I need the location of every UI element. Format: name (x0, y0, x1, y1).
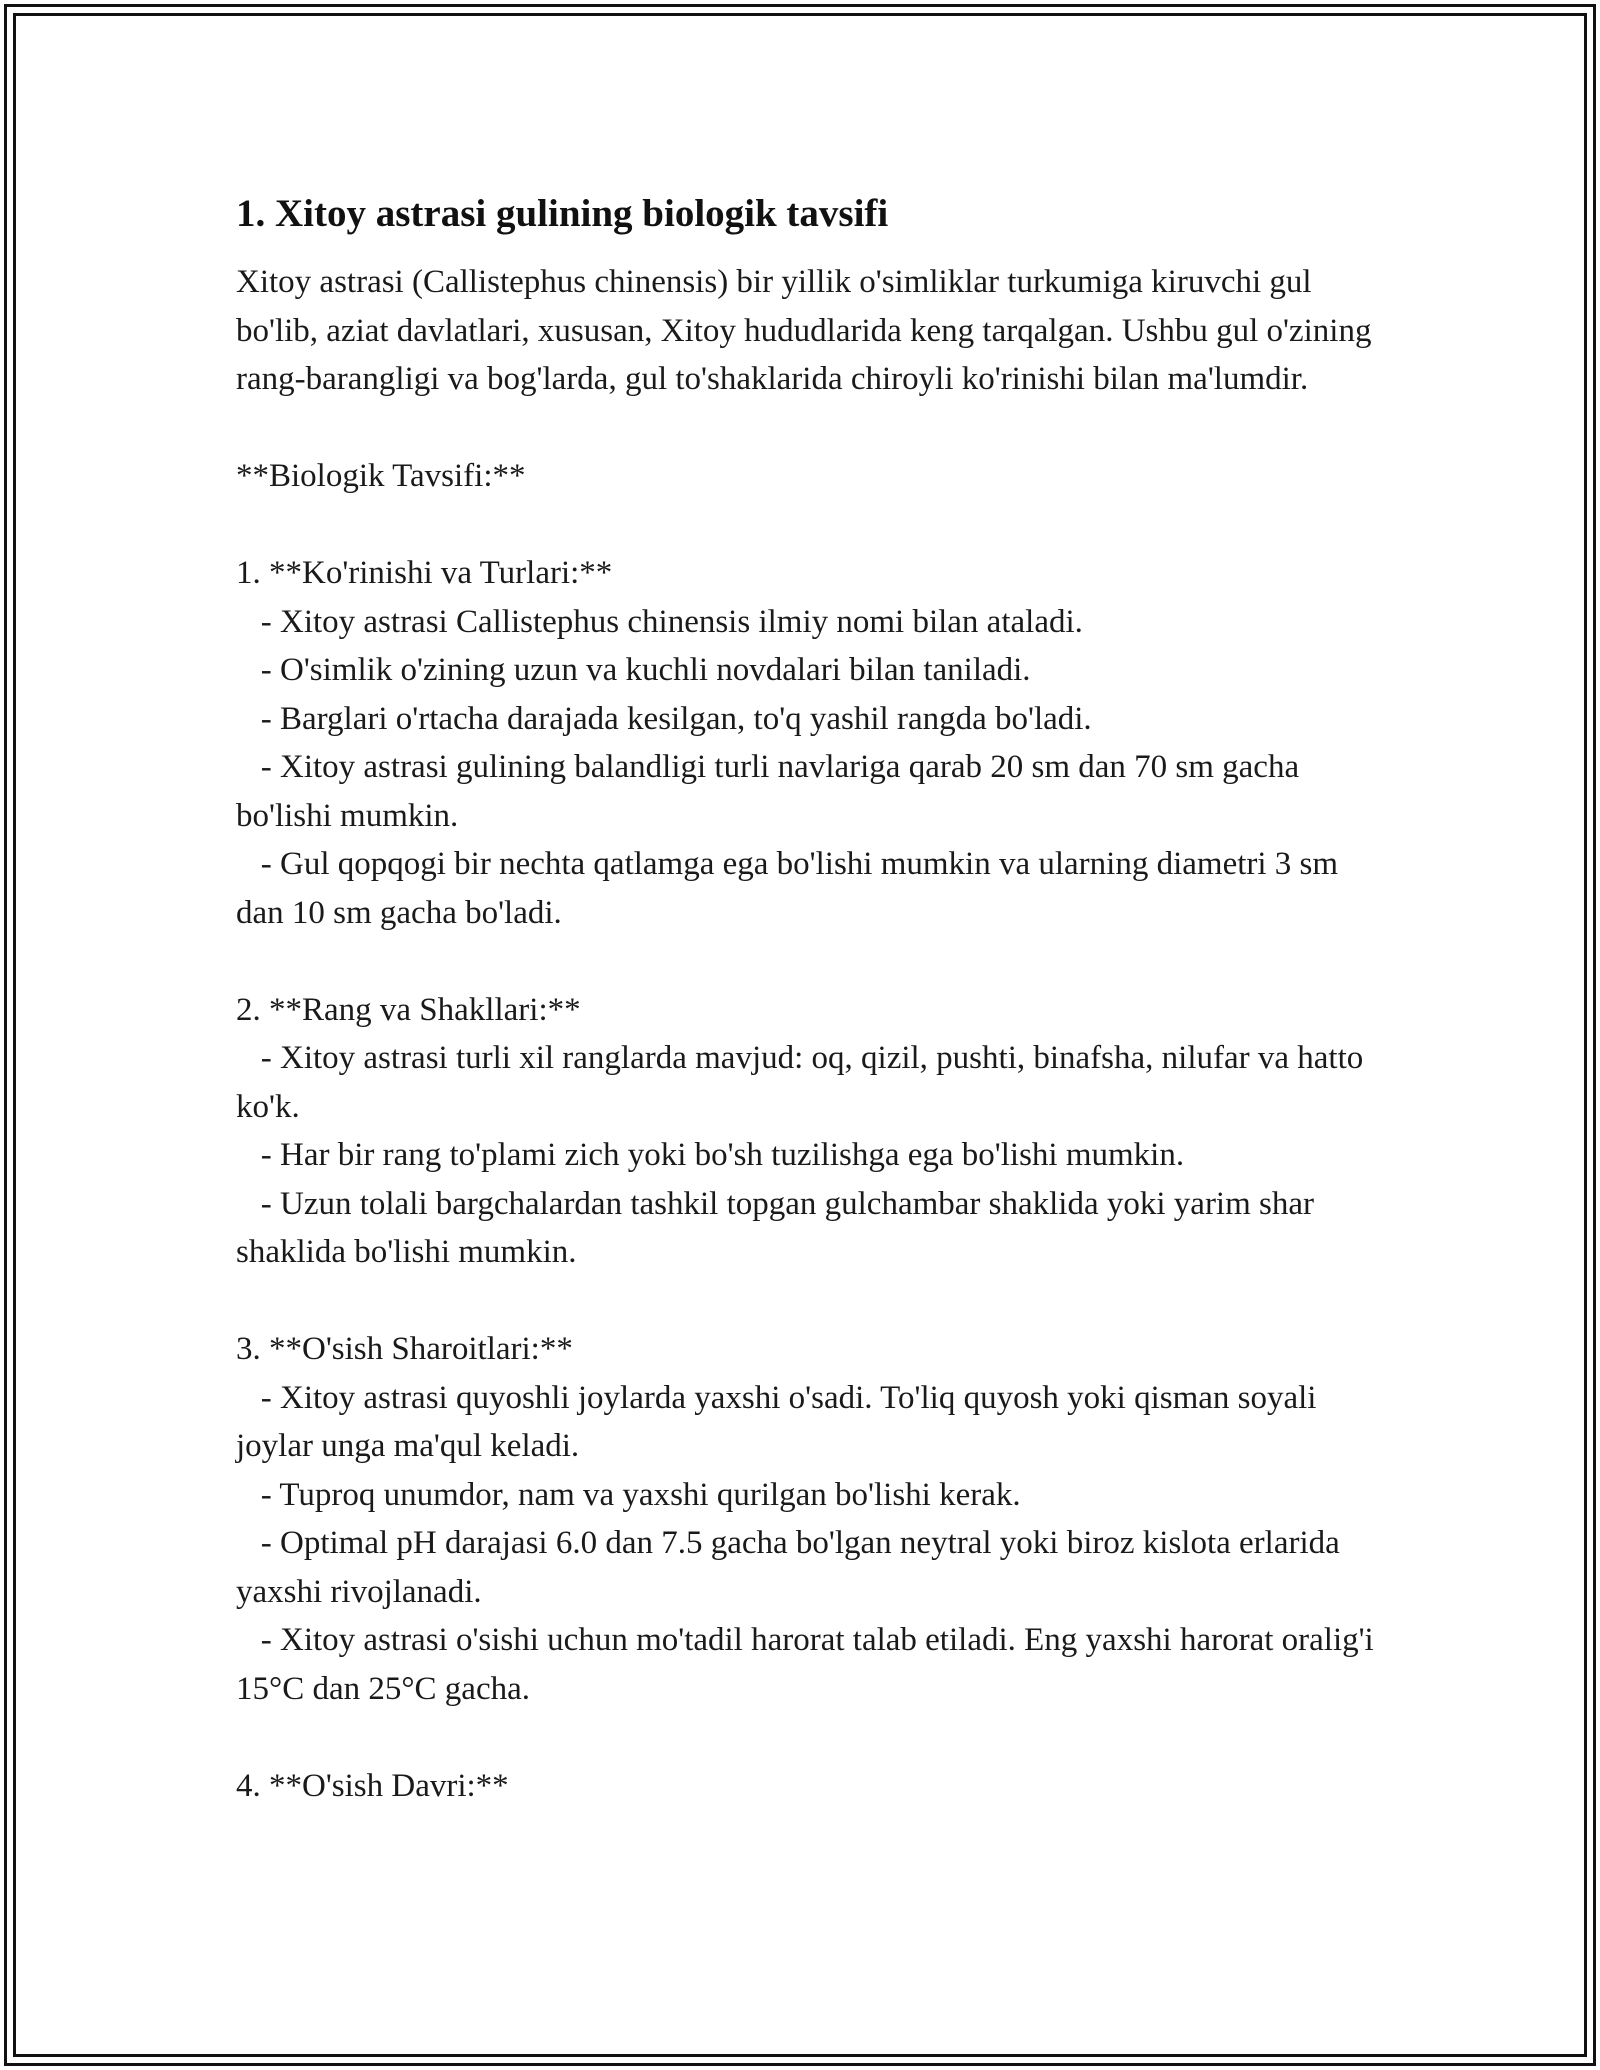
section-heading: 3. **O'sish Sharoitlari:** (236, 1331, 573, 1367)
bullet-item: - Xitoy astrasi turli xil ranglarda mavjud: oq, qizil, pushti, binafsha, nilufar va hatto ko'k. (236, 1040, 1372, 1125)
bullet-item: - O'simlik o'zining uzun va kuchli novdalari bilan taniladi. (236, 652, 1031, 688)
bullet-item: - Xitoy astrasi quyoshli joylarda yaxshi o'sadi. To'liq quyosh yoki qisman soyali joylar unga ma'qul keladi. (236, 1379, 1325, 1464)
bullet-item: - Xitoy astrasi o'sishi uchun mo'tadil harorat talab etiladi. Eng yaxshi harorat oralig'i 15°C dan 25°C gacha. (236, 1622, 1382, 1707)
document-body (236, 186, 1386, 1810)
bullet-item: - Barglari o'rtacha darajada kesilgan, to'q yashil rangda bo'ladi. (236, 700, 1092, 737)
subheading: **Biologik Tavsifi:** (236, 458, 526, 494)
section-heading: 4. **O'sish Davri:** (236, 1767, 509, 1804)
bullet-item: - Xitoy astrasi gulining balandligi turli navlariga qarab 20 sm dan 70 sm gacha bo'lishi mumkin. (236, 749, 1308, 834)
bullet-item: - Xitoy astrasi Callistephus chinensis ilmiy nomi bilan ataladi. (236, 603, 1083, 640)
bullet-item: - Optimal pH darajasi 6.0 dan 7.5 gacha bo'lgan neytral yoki biroz kislota erlarida yaxshi rivojlanadi. (236, 1525, 1349, 1610)
bullet-item: - Har bir rang to'plami zich yoki bo'sh tuzilishga ega bo'lishi mumkin. (236, 1137, 1185, 1173)
bullet-item: - Uzun tolali bargchalardan tashkil topgan gulchambar shaklida yoki yarim shar shaklida bo'lishi mumkin. (236, 1185, 1323, 1270)
bullet-item: - Tuproq unumdor, nam va yaxshi qurilgan bo'lishi kerak. (236, 1476, 1021, 1513)
intro-paragraph: Xitoy astrasi (Callistephus chinensis) bir yillik o'simliklar turkumiga kiruvchi gul bo'lib, aziat davlatlari, xususan, Xitoy hududlarida keng tarqalgan. Ushbu gul o'zining rang-barangligi va bog'larda, gul to'shaklarida chiroyli ko'rinishi bilan ma'lumdir. (236, 264, 1380, 397)
section-heading: 1. **Ko'rinishi va Turlari:** (236, 555, 613, 591)
bullet-item: - Gul qopqogi bir nechta qatlamga ega bo'lishi mumkin va ularning diametri 3 sm dan 10 sm gacha bo'ladi. (236, 846, 1347, 931)
sections-list (236, 501, 1386, 1811)
section-heading: 2. **Rang va Shakllari:** (236, 991, 581, 1028)
document-title: 1. Xitoy astrasi gulining biologik tavsifi (236, 192, 889, 235)
